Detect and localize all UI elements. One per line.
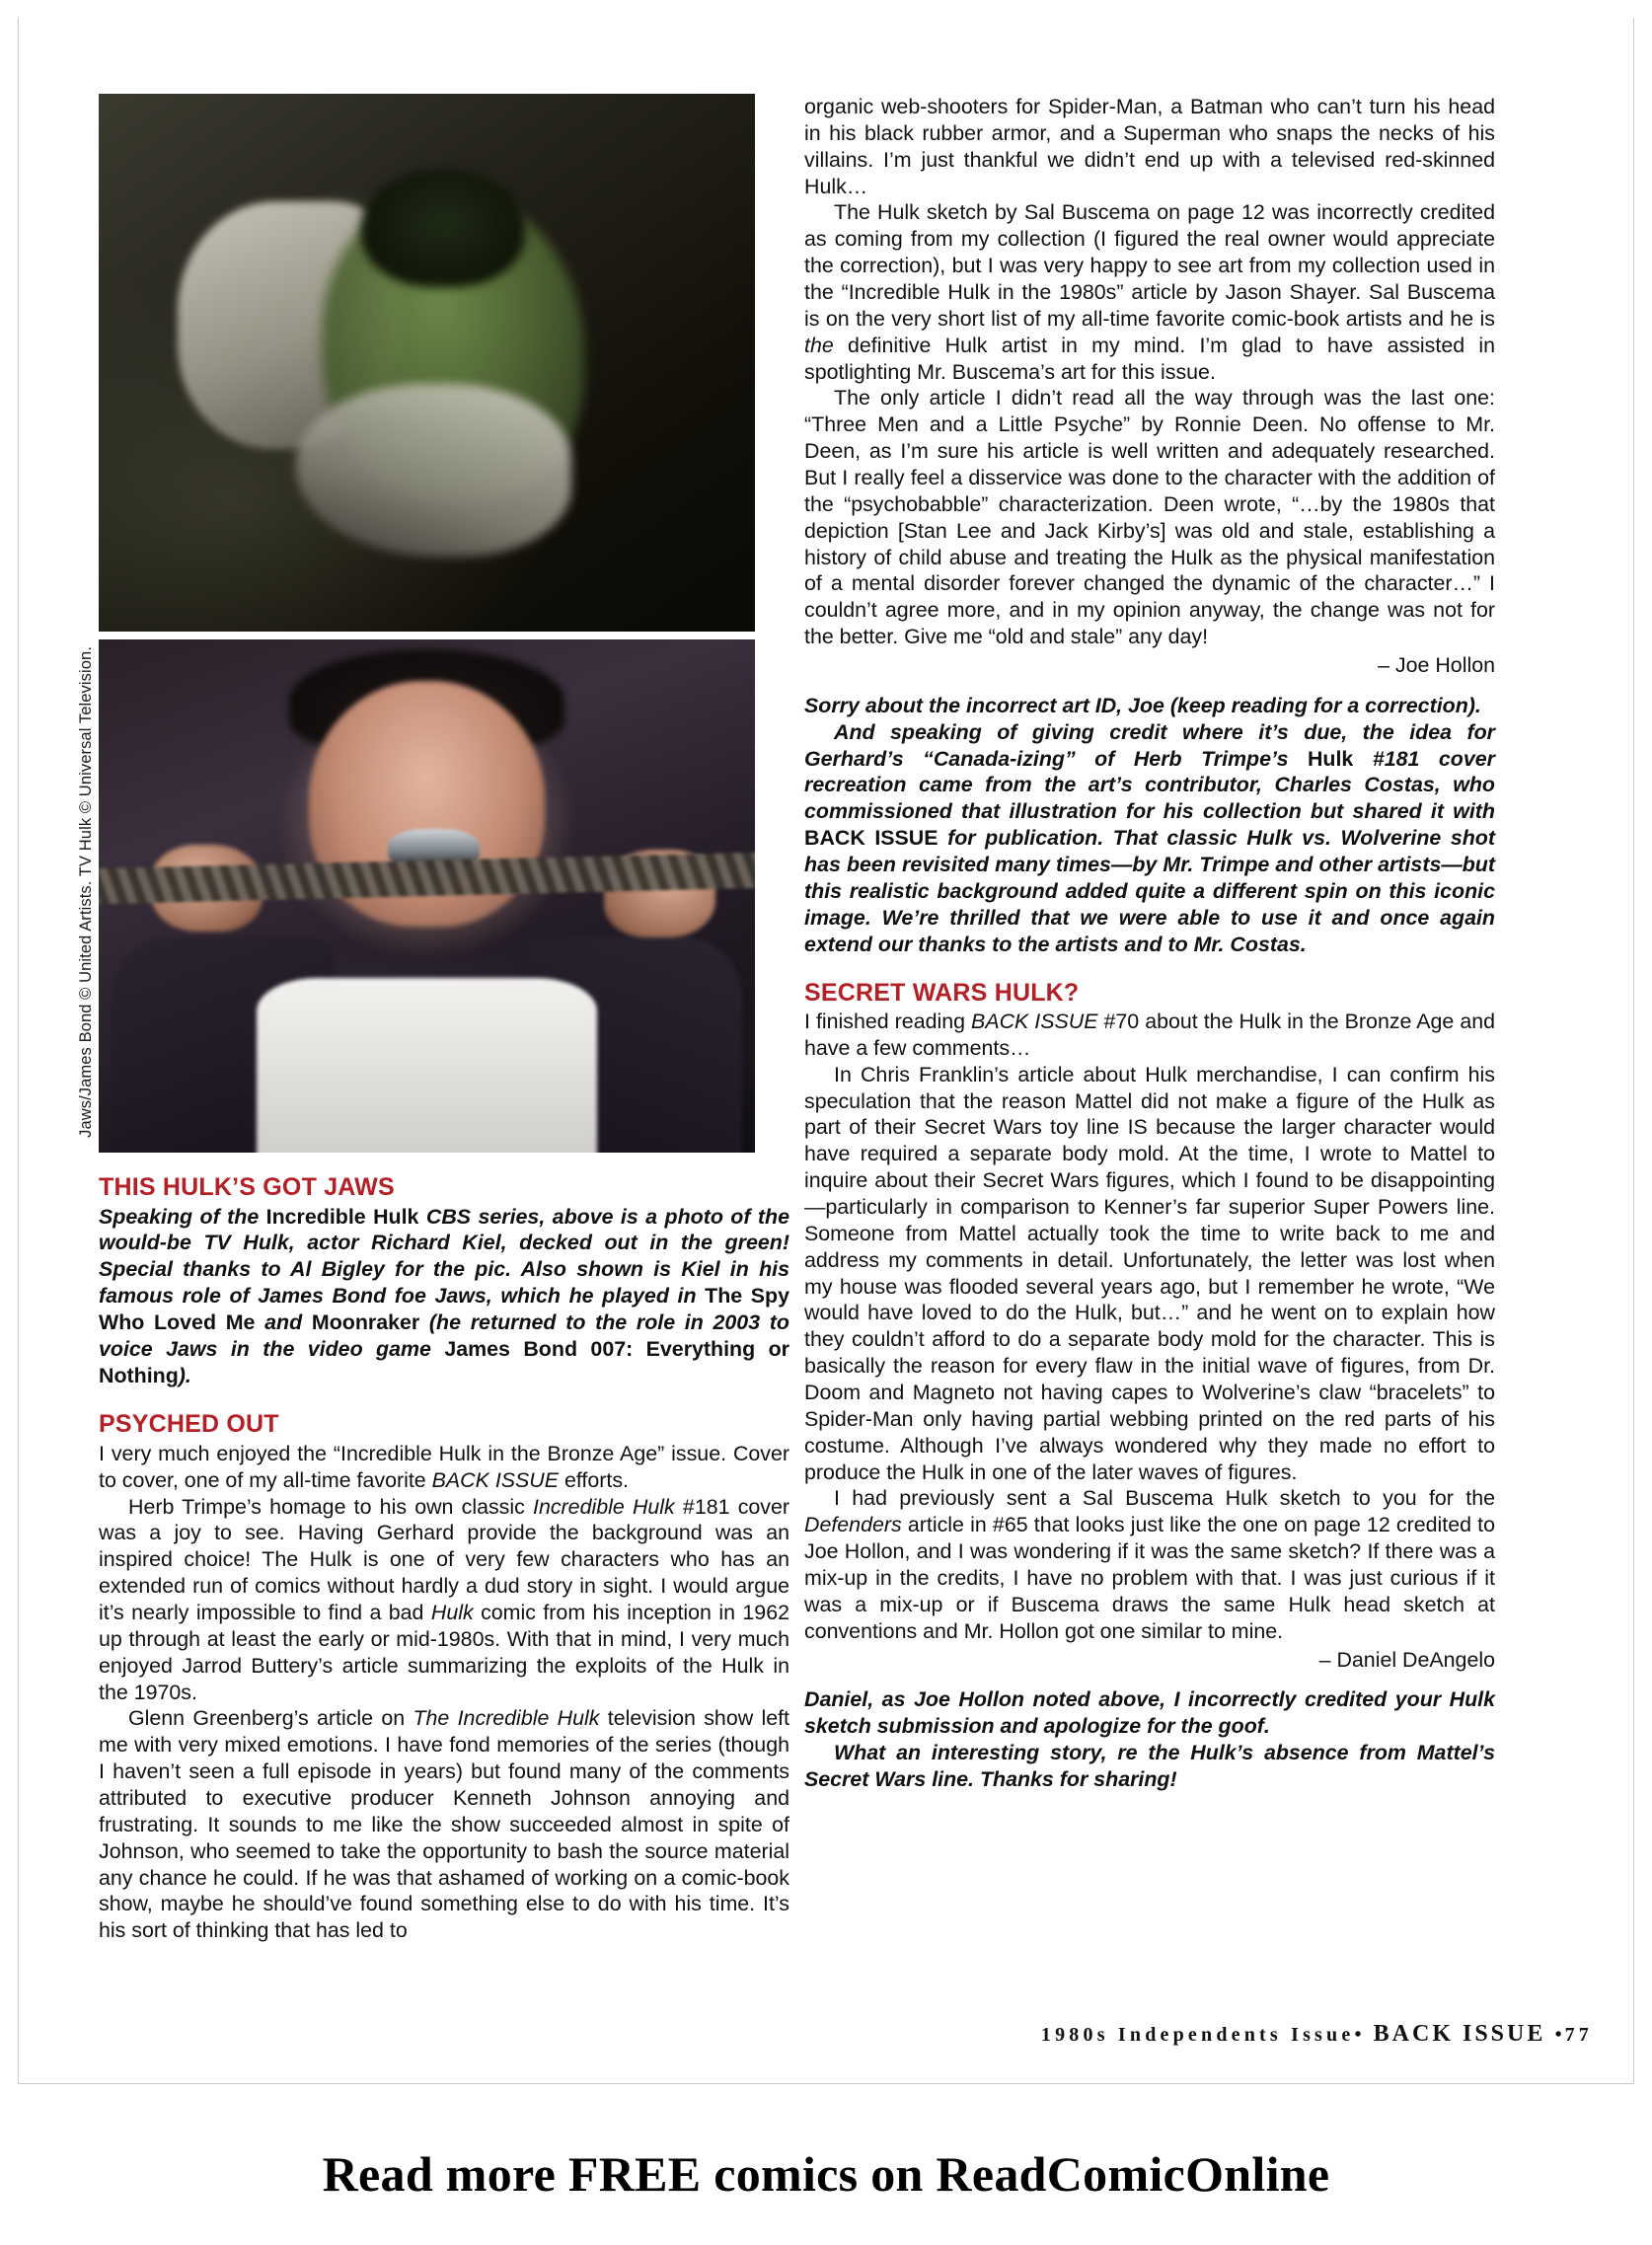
page-rule-right (1633, 18, 1634, 2084)
editor-reply-line: Daniel, as Joe Hollon noted above, I incorrectly credited your Hulk sketch submission and apologize for the goof. (804, 1687, 1495, 1739)
para-part-italic: Hulk (430, 1600, 474, 1624)
site-banner-text: Read more FREE comics on ReadComicOnline (322, 2145, 1330, 2202)
para-part: I had previously sent a Sal Buscema Hulk sketch to you for the (834, 1486, 1495, 1511)
letter-signature: – Joe Hollon (1378, 653, 1495, 678)
caption-part-8: James Bond 007: Everything or Nothing (99, 1337, 789, 1388)
para-part: article in #65 that looks just like the one on page 12 credited to Joe Hollon, and I was wondering if it was the same sketch? If there was a mix-up in the credits, I have no problem with that. I was just curious if it was a mix-up or if Buscema draws the same Hulk head sketch at conventions and Mr. Hollon got one similar to mine. (804, 1513, 1495, 1643)
caption-block (99, 1174, 789, 1389)
para-part-roman: BACK ISSUE (804, 826, 939, 851)
caption-part-1: Speaking of the (99, 1204, 266, 1229)
para-part: efforts. (559, 1467, 629, 1492)
footer-page-number: 77 (1564, 2024, 1593, 2046)
letter-paragraph (804, 199, 1495, 385)
footer-issue-label: 1980s Independents Issue (1040, 2024, 1355, 2046)
para-part: The Hulk sketch by Sal Buscema on page 12 was incorrectly credited as coming from my collection (I figured the real owner would appreciate the correction), but I was very happy to see art from my collection used in the “Incredible Hulk in the 1980s” article by Jason Shayer. Sal Buscema is on the very short list of my all-time favorite comic-book artists and he is (804, 200, 1495, 331)
letter-paragraph (99, 1441, 789, 1494)
spacer (804, 679, 1495, 693)
para-part-italic: the (804, 333, 834, 357)
para-part: #181 cover was a joy to see. Having Gerhard provide the background was an inspired choice! The Hulk is one of very few characters who has an extended run of comics without hardly a dud story in sight. I would argue it’s nearly impossible to find a bad (99, 1494, 790, 1624)
para-part-italic: Defenders (804, 1513, 902, 1537)
site-banner (0, 2102, 1652, 2245)
para-part: #181 cover recreation came from the art’s contributor, Charles Costas, who commissioned that illustration for his collection but shared it with (804, 746, 1495, 824)
caption-part-3: CBS series, above is a photo of the would-be TV Hulk, actor Richard Kiel, decked out in the green! Special thanks to Al Bigley for the pic. Also shown is Kiel in his famous role of James Bond foe Jaws, which he played in (99, 1204, 790, 1309)
para-part-italic: BACK ISSUE (431, 1467, 560, 1492)
photo-shape-cloth2 (296, 384, 571, 556)
photo-shape-hair (361, 169, 525, 287)
letter-paragraph (804, 1009, 1495, 1062)
photo-credit-vertical: Jaws/James Bond © United Artists. TV Hulk © Universal Television. (77, 646, 95, 1138)
page-rule-left (18, 18, 19, 2084)
para-part: definitive Hulk artist in my mind. I’m glad to have assisted in spotlighting Mr. Buscema’s art for this issue. (804, 333, 1495, 384)
para-part-italic: The Incredible Hulk (413, 1706, 600, 1731)
letter-paragraph (99, 1494, 789, 1706)
caption-part-4: The Spy Who Loved Me (99, 1284, 789, 1335)
para-part: comic from his inception in 1962 up through at least the early or mid-1980s. With that in mind, I very much enjoyed Jarrod Buttery’s article summarizing the exploits of the Hulk in the 1970s. (99, 1600, 789, 1704)
letter-paragraph (99, 1705, 789, 1944)
footer-magazine-title: BACK ISSUE (1373, 2021, 1546, 2047)
caption-text (99, 1204, 789, 1390)
left-column (99, 94, 789, 1944)
letter-paragraph: The only article I didn’t read all the way through was the last one: “Three Men and a Little Psyche” by Ronnie Deen. No offense to Mr. Deen, as I’m sure his article is well written and adequately researched. But I really feel a disservice was done to the character with the addition of the “psychobabble” characterization. Deen wrote, “…by the 1980s that depiction [Stan Lee and Jack Kirby’s] was old and stale, establishing a history of child abuse and treating the Hulk as the physical manifestation of a mental disorder forever changed the dynamic of the character…” I couldn’t agree more, and in my opinion anyway, the change was not for the better. Give me “old and stale” any day! (804, 386, 1495, 649)
photo-tv-hulk (99, 94, 755, 632)
para-part: I finished reading (804, 1010, 972, 1033)
letter-paragraph: In Chris Franklin’s article about Hulk merchandise, I can confirm his speculation that the reason Mattel did not make a figure of the Hulk as part of their Secret Wars toy line IS because the larger character would have required a separate body mold. At the time, I wrote to Mattel to inquire about their Secret Wars figures, which I found to be disappointing—particularly in comparison to Kenner’s far superior Super Powers line. Someone from Mattel actually took the time to write back to me and address my comments in detail. Unfortunately, the letter was lost when my house was flooded several years ago, but I remember he wrote, “We would have loved to do the Hulk, but…” and he went on to explain how they couldn’t afford to do a separate body mold for the character. This is basically the reason for every flaw in the initial wave of figures, from Dr. Doom and Magneto not having capes to Wolverine’s claw “bracelets” to Spider-Man only having partial webbing printed on the red parts of his costume. Although I’ve always wondered why they made no effort to produce the Hulk in one of the later waves of figures. (804, 1062, 1495, 1484)
para-part: for publication. That classic Hulk vs. Wolverine shot has been revisited many times—by Mr. Trimpe and other artists—but this realistic background added quite a different spin on this iconic image. We’re thrilled that we were able to use it and once again extend our thanks to the artists and to Mr. Costas. (804, 826, 1495, 956)
para-part: Herb Trimpe’s homage to his own classic (128, 1494, 534, 1519)
letter-psyched-out (99, 1411, 789, 1944)
caption-part-9: ). (178, 1364, 191, 1388)
photo-shape-shirt (257, 978, 598, 1153)
caption-part-2: Incredible Hulk (265, 1204, 419, 1229)
footer-separator: • (1354, 2024, 1365, 2046)
caption-part-7: (he returned to the role in 2003 to voice Jaws in the video game (99, 1310, 789, 1362)
caption-part-6: Moonraker (311, 1310, 420, 1335)
para-part: Glenn Greenberg’s article on (128, 1706, 413, 1731)
para-part: And speaking of giving credit where it’s due, the idea for Gerhard’s “Canada-izing” of Herb Trimpe’s (804, 719, 1495, 771)
para-part-italic: Incredible Hulk (533, 1494, 675, 1519)
page-rule-bottom (18, 2083, 1634, 2084)
para-part: #70 about the Hulk in the Bronze Age and have a few comments… (804, 1010, 1496, 1060)
para-part: I very much enjoyed the “Incredible Hulk in the Bronze Age” issue. Cover to cover, one of my all-time favorite (99, 1441, 789, 1492)
spacer (804, 1673, 1495, 1686)
editor-reply-line: Sorry about the incorrect art ID, Joe (keep reading for a correction). (804, 693, 1481, 717)
section-heading-secret-wars-hulk: SECRET WARS HULK? (804, 978, 1080, 1007)
para-part-roman: Hulk (1307, 746, 1354, 771)
editor-reply-paragraph (804, 719, 1495, 958)
footer-separator: • (1554, 2024, 1565, 2046)
editor-reply-line: What an interesting story, re the Hulk’s absence from Mattel’s Secret Wars line. Thanks for sharing! (804, 1741, 1495, 1792)
para-part-italic: BACK ISSUE (971, 1010, 1098, 1033)
letter-signature: – Daniel DeAngelo (1318, 1647, 1495, 1672)
page-footer (1041, 2021, 1593, 2048)
letter-paragraph (804, 1485, 1495, 1644)
photo-richard-kiel-jaws (99, 639, 755, 1153)
letter-paragraph-continued: organic web-shooters for Spider-Man, a Batman who can’t turn his head in his black rubber armor, and a Superman who snaps the necks of his villains. I’m just thankful we didn’t end up with a televised red-skinned Hulk… (804, 95, 1495, 198)
caption-part-5: and (255, 1310, 312, 1335)
para-part: television show left me with very mixed emotions. I have fond memories of the series (though I haven’t seen a full episode in years) but found many of the comments attributed to executive producer Kenneth Johnson annoying and frustrating. It sounds to me like the show succeeded almost in spite of Johnson, who seemed to take the opportunity to bash the source material any chance he could. If he was that ashamed of working on a comic-book show, maybe he should’ve found something else to do with his time. It’s his sort of thinking that has led to (99, 1706, 789, 1943)
right-column (804, 94, 1495, 1793)
caption-heading: THIS HULK’S GOT JAWS (99, 1173, 395, 1201)
section-heading-psyched-out: PSYCHED OUT (99, 1410, 279, 1439)
